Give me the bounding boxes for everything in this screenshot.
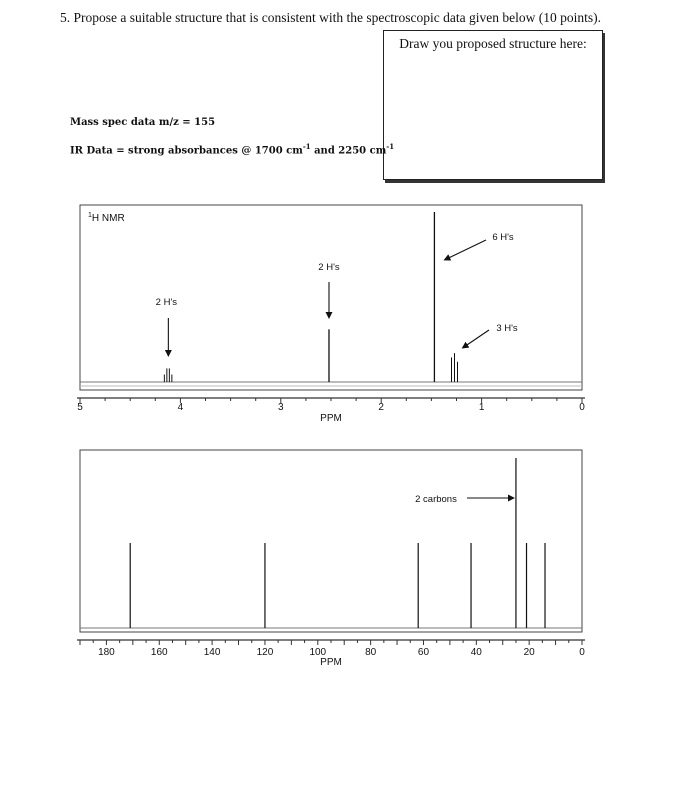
ir-data-mid: and 2250 cm xyxy=(310,145,387,157)
h-nmr-annotation-label: 2 H's xyxy=(155,297,178,308)
h-nmr-tick-label: 2 xyxy=(378,402,384,413)
h-nmr-annotation-arrow xyxy=(444,240,486,260)
c-nmr-tick-label: 60 xyxy=(417,647,430,658)
ir-unit-exponent-1: -1 xyxy=(302,142,311,151)
c-nmr-tick-label: 120 xyxy=(256,647,274,658)
c-nmr-tick-label: 20 xyxy=(523,647,535,658)
mass-spec-data: Mass spec data m/z = 155 xyxy=(70,117,216,128)
h-nmr-annotation-label: 6 H's xyxy=(492,232,514,243)
c-nmr-tick-label: 180 xyxy=(98,647,115,658)
c-nmr-tick-label: 0 xyxy=(579,647,585,658)
c-nmr-tick-label: 80 xyxy=(365,647,377,658)
c-nmr-annotation-label: 2 carbons xyxy=(415,494,457,505)
c-nmr-tick-label: 100 xyxy=(309,647,327,658)
h-nmr-annotation-arrow xyxy=(462,330,489,348)
h-nmr-title-text: H NMR xyxy=(91,213,125,224)
c-nmr-spectrum xyxy=(77,450,585,668)
c-nmr-xlabel: PPM xyxy=(320,657,342,668)
h-nmr-annotation-label: 2 H's xyxy=(318,262,340,273)
c-nmr-tick-label: 40 xyxy=(470,647,482,658)
ir-unit-exponent-2: -1 xyxy=(386,142,395,151)
c-nmr-tick-label: 160 xyxy=(150,647,168,658)
draw-box-label: Draw you proposed structure here: xyxy=(399,36,587,51)
question-text: 5. Propose a suitable structure that is consistent with the spectroscopic data given below (10 points). xyxy=(60,10,602,25)
h-nmr-xlabel: PPM xyxy=(320,413,342,424)
c-nmr-tick-label: 140 xyxy=(203,647,221,658)
h-nmr-tick-label: 1 xyxy=(478,402,485,413)
ir-data-prefix: IR Data = strong absorbances @ 1700 cm xyxy=(70,145,303,157)
h-nmr-title-sup: 1 xyxy=(88,212,92,219)
h-nmr-tick-label: 0 xyxy=(579,402,585,413)
h-nmr-annotation-label: 3 H's xyxy=(496,323,518,334)
c-nmr-frame xyxy=(80,450,582,632)
h-nmr-spectrum xyxy=(77,205,585,424)
h-nmr-tick-label: 5 xyxy=(77,402,83,413)
h-nmr-tick-label: 3 xyxy=(278,402,284,413)
h-nmr-title xyxy=(88,212,125,224)
h-nmr-tick-label: 4 xyxy=(177,402,184,413)
